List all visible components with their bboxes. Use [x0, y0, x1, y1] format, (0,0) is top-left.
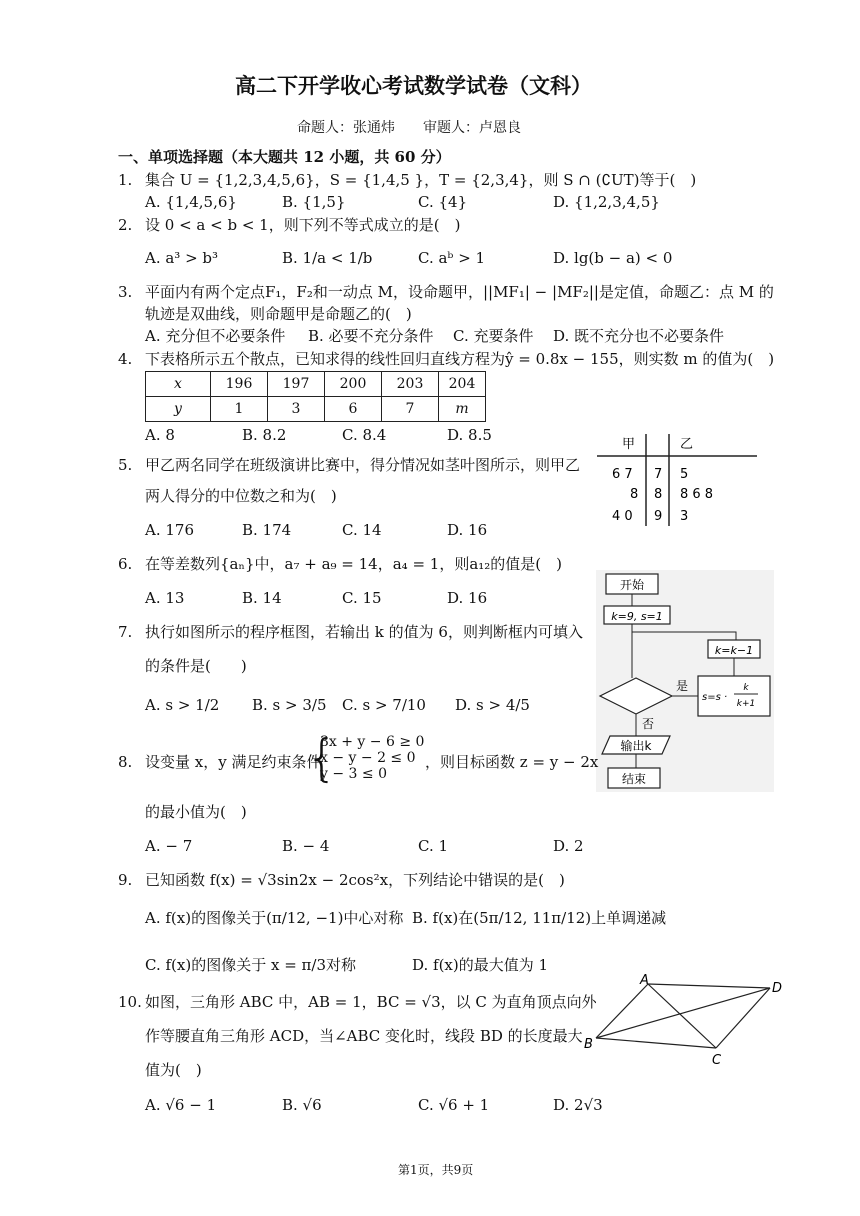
q8-constraint: y − 3 ≤ 0 [320, 766, 387, 782]
q1-option-c: C. {4} [418, 193, 468, 211]
flow-start: 开始 [619, 578, 645, 592]
section-heading: 一、单项选择题（本大题共 12 小题，共 60 分） [118, 148, 451, 166]
q4-number: 4. [118, 350, 133, 368]
q1-option-d: D. {1,2,3,4,5} [553, 193, 660, 211]
q10-option-a: A. √6 − 1 [145, 1096, 217, 1114]
q4-option-d: D. 8.5 [447, 426, 492, 444]
table-row-x [146, 372, 486, 397]
flow-init: k=9, s=1 [611, 610, 663, 623]
q5-option-a: A. 176 [145, 521, 194, 539]
q5-option-d: D. 16 [447, 521, 488, 539]
table-cell: 200 [325, 372, 382, 397]
stem-leaf-cell: 5 [680, 467, 689, 482]
flow-decrement: k=k−1 [714, 644, 754, 657]
q8-stem-line2: 的最小值为( ) [145, 803, 247, 821]
flow-output: 输出k [620, 739, 652, 753]
stem-leaf-cell: 8 [630, 487, 639, 502]
q7-stem-line2: 的条件是( ) [145, 657, 247, 675]
table-cell: 6 [325, 397, 382, 422]
table-cell: 203 [382, 372, 439, 397]
q3-stem-line1: 平面内有两个定点F₁，F₂和一动点 M，设命题甲，||MF₁| − |MF₂||是定值，命题乙：点 M 的 [145, 283, 774, 301]
q6-option-a: A. 13 [145, 589, 185, 607]
q8-constraint: x − y − 2 ≤ 0 [320, 750, 416, 766]
q6-option-d: D. 16 [447, 589, 488, 607]
q3-stem-line2: 轨迹是双曲线，则命题甲是命题乙的( ) [145, 305, 412, 323]
table-cell: 204 [439, 372, 486, 397]
flow-end: 结束 [621, 772, 647, 786]
triangle-figure [580, 972, 790, 1072]
q8-stem-pre: 设变量 x，y 满足约束条件 [145, 753, 322, 771]
q1-number: 1. [118, 171, 133, 189]
q3-number: 3. [118, 283, 133, 301]
flowchart [596, 570, 774, 792]
q7-stem-line1: 执行如图所示的程序框图，若输出 k 的值为 6，则判断框内可填入 [145, 623, 583, 641]
q7-option-d: D. s > 4/5 [455, 696, 530, 714]
flow-update-den: k+1 [736, 699, 756, 709]
q4-option-a: A. 8 [145, 426, 175, 444]
q6-option-c: C. 15 [342, 589, 382, 607]
q4-stem: 下表格所示五个散点，已知求得的线性回归直线方程为ŷ = 0.8x − 155，则实数 m 的值为( ) [145, 350, 775, 368]
authors-line: 命题人：张通炜 审题人：卢恩良 [297, 120, 521, 136]
q5-option-b: B. 174 [242, 521, 292, 539]
q7-option-a: A. s > 1/2 [145, 696, 220, 714]
flow-update-num: k [743, 683, 749, 693]
q8-number: 8. [118, 753, 133, 771]
q9-option-b: B. f(x)在(5π/12, 11π/12)上单调递减 [412, 909, 667, 927]
q10-option-d: D. 2√3 [553, 1096, 603, 1114]
q9-number: 9. [118, 871, 133, 889]
q1-stem: 集合 U = {1,2,3,4,5,6}，S = {1,4,5 }，T = {2,3,4}，则 S ∩ (∁UT)等于( ) [145, 171, 697, 189]
table-cell: x [146, 372, 211, 397]
table-cell: y [146, 397, 211, 422]
vertex-label: C [712, 1053, 722, 1068]
q2-option-c: C. aᵇ > 1 [418, 249, 486, 267]
q10-number: 10. [118, 993, 142, 1011]
q7-option-b: B. s > 3/5 [252, 696, 327, 714]
vertex-label: A [640, 973, 649, 988]
flow-no: 否 [642, 717, 655, 731]
flow-yes: 是 [676, 679, 689, 693]
table-row-y [146, 397, 486, 422]
table-cell: 196 [211, 372, 268, 397]
q8-brace: { [306, 729, 338, 787]
q8-option-b: B. − 4 [282, 837, 330, 855]
q9-option-a: A. f(x)的图像关于(π/12, −1)中心对称 [145, 909, 404, 927]
stem-leaf-cell: 9 [654, 509, 663, 524]
q6-stem: 在等差数列{aₙ}中，a₇ + a₉ = 14，a₄ = 1，则a₁₂的值是( ) [145, 555, 563, 573]
q5-stem-line2: 两人得分的中位数之和为( ) [145, 487, 337, 505]
table-cell: 1 [211, 397, 268, 422]
q3-option-b: B. 必要不充分条件 [308, 327, 434, 345]
q9-stem: 已知函数 f(x) = √3sin2x − 2cos²x，下列结论中错误的是( ) [145, 871, 565, 889]
q6-number: 6. [118, 555, 133, 573]
q3-option-d: D. 既不充分也不必要条件 [553, 327, 725, 345]
stem-leaf-left-label: 甲 [622, 437, 636, 452]
flow-update: s=s · [702, 692, 728, 703]
stem-leaf-right-label: 乙 [680, 437, 694, 452]
page-title: 高二下开学收心考试数学试卷（文科） [235, 73, 592, 98]
q3-option-a: A. 充分但不必要条件 [145, 327, 286, 345]
page-footer: 第1页，共9页 [398, 1163, 474, 1177]
q1-option-a: A. {1,4,5,6} [145, 193, 237, 211]
q5-option-c: C. 14 [342, 521, 382, 539]
q7-option-c: C. s > 7/10 [342, 696, 426, 714]
table-cell: 7 [382, 397, 439, 422]
q10-option-c: C. √6 + 1 [418, 1096, 490, 1114]
q2-option-d: D. lg(b − a) < 0 [553, 249, 673, 267]
q5-number: 5. [118, 456, 133, 474]
q8-option-c: C. 1 [418, 837, 449, 855]
q10-stem-line2: 作等腰直角三角形 ACD，当∠ABC 变化时，线段 BD 的长度最大 [145, 1027, 583, 1045]
vertex-label: D [772, 981, 783, 996]
q10-stem-line1: 如图，三角形 ABC 中，AB = 1，BC = √3，以 C 为直角顶点向外 [145, 993, 597, 1011]
q8-constraint: 3x + y − 6 ≥ 0 [320, 734, 425, 750]
vertex-label: B [584, 1037, 593, 1052]
q8-stem-post: ，则目标函数 z = y − 2x [425, 753, 599, 771]
stem-leaf-cell: 6 7 [612, 467, 633, 482]
regression-table [145, 371, 486, 422]
q7-number: 7. [118, 623, 133, 641]
q6-option-b: B. 14 [242, 589, 282, 607]
q8-constraints [320, 734, 424, 782]
stem-leaf-plot [592, 430, 762, 530]
q10-option-b: B. √6 [282, 1096, 322, 1114]
q2-option-a: A. a³ > b³ [145, 249, 219, 267]
q9-option-c: C. f(x)的图像关于 x = π/3对称 [145, 956, 356, 974]
q2-number: 2. [118, 216, 133, 234]
q4-option-b: B. 8.2 [242, 426, 287, 444]
q2-stem: 设 0 < a < b < 1，则下列不等式成立的是( ) [145, 216, 461, 234]
q8-option-a: A. − 7 [145, 837, 193, 855]
stem-leaf-cell: 4 0 [612, 509, 633, 524]
table-cell: 197 [268, 372, 325, 397]
stem-leaf-cell: 8 6 8 [680, 487, 714, 502]
stem-leaf-cell: 7 [654, 467, 663, 482]
q1-option-b: B. {1,5} [282, 193, 346, 211]
q5-stem-line1: 甲乙两名同学在班级演讲比赛中，得分情况如茎叶图所示，则甲乙 [145, 456, 581, 474]
table-cell: 3 [268, 397, 325, 422]
q4-option-c: C. 8.4 [342, 426, 387, 444]
q9-option-d: D. f(x)的最大值为 1 [412, 956, 549, 974]
q2-option-b: B. 1/a < 1/b [282, 249, 373, 267]
stem-leaf-cell: 8 [654, 487, 663, 502]
table-cell: m [439, 397, 486, 422]
stem-leaf-cell: 3 [680, 509, 689, 524]
q10-stem-line3: 值为( ) [145, 1061, 202, 1079]
q8-option-d: D. 2 [553, 837, 584, 855]
q3-option-c: C. 充要条件 [453, 327, 534, 345]
